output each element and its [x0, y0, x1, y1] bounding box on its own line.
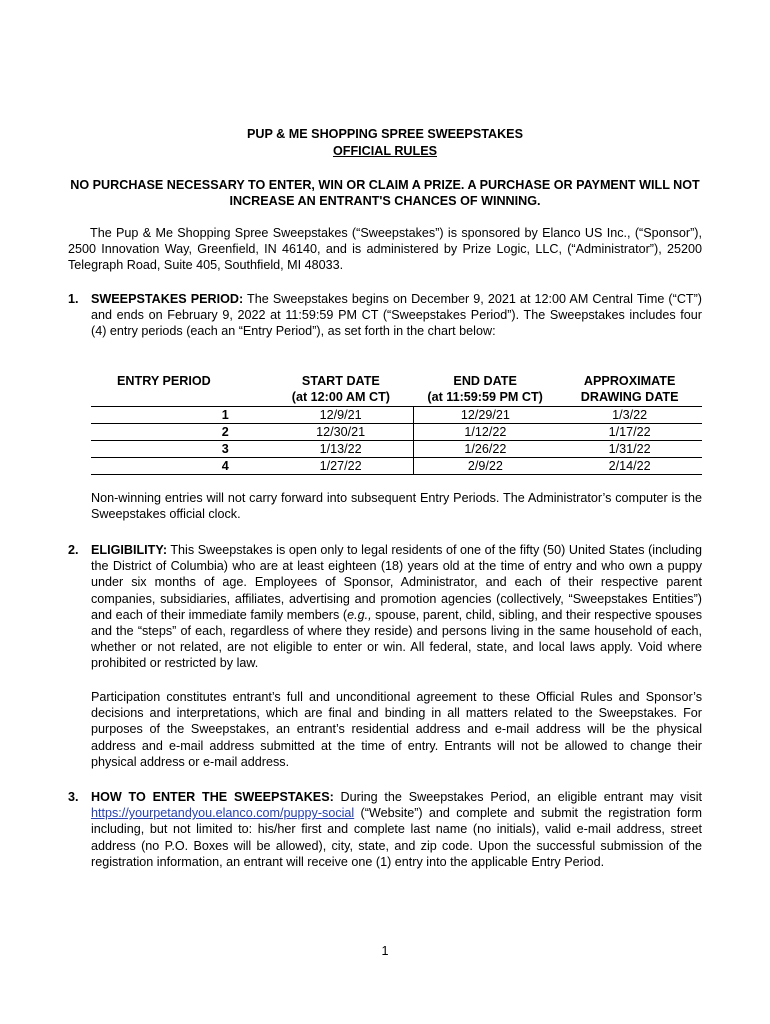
document-subtitle: OFFICIAL RULES — [332, 144, 437, 158]
no-purchase-notice: NO PURCHASE NECESSARY TO ENTER, WIN OR CLAIM A PRIZE. A PURCHASE OR PAYMENT WILL NOT INCREASE AN ENTRANT'S CHANCES OF WINNING. — [70, 178, 700, 209]
section-3-number: 3. — [68, 790, 79, 804]
section-2-number: 2. — [68, 543, 79, 557]
drawing-date-cell: 1/31/22 — [557, 441, 702, 458]
header-end-date: END DATE (at 11:59:59 PM CT) — [427, 374, 543, 404]
intro-paragraph: The Pup & Me Shopping Spree Sweepstakes (“Sweepstakes”) is sponsored by Elanco US Inc., (“Sponsor”), 2500 Innovation Way, Greenfield, IN 46140, and is administered by Prize Logic, LLC, (“Administrator”), 25200 Telegraph Road, Suite 405, Southfield, MI 48033. — [68, 226, 702, 273]
entry-period-cell: 2 — [91, 424, 269, 441]
table-row — [91, 441, 702, 458]
drawing-date-cell: 2/14/22 — [557, 458, 702, 475]
section-1-text: The Sweepstakes begins on December 9, 2021 at 12:00 AM Central Time (“CT”) and ends on February 9, 2022 at 11:59:59 PM CT (“Sweepstakes Period”). The Sweepstakes includes four (4) entry periods (each an “Entry Period”), as set forth in the chart below: — [91, 292, 702, 339]
header-start-date: START DATE (at 12:00 AM CT) — [291, 374, 390, 404]
section-2-text-a: This Sweepstakes is open only to legal residents of one of the fifty (50) United States (including the District of Columbia) who are at least eighteen (18) years old at the time of entry and who own a puppy under six months of age. Employees of Sponsor, Administrator, and each of their respective parent companies, subsidiaries, affiliates, advertising and promotion agencies (collectively, “Sweepstakes Entities”) and each of their immediate family members ( — [91, 543, 702, 622]
section-3-heading: HOW TO ENTER THE SWEEPSTAKES: — [91, 790, 334, 804]
end-date-cell: 12/29/21 — [413, 407, 557, 424]
section-2-text-b: spouse, parent, child, sibling, and their respective spouses and the “steps” of each, regardless of where they reside) and persons living in the same household of each, whether or not related, are not eligible to enter or win. All federal, state, and local laws apply. Void where prohibited or restricted by law. — [91, 607, 702, 671]
section-1-number: 1. — [68, 292, 79, 306]
entry-period-table — [91, 371, 702, 475]
participation-paragraph: Participation constitutes entrant’s full and unconditional agreement to these Official Rules and Sponsor’s decisions and interpretations, which are final and binding in all matters related to the Sweepstakes. For purposes of the Sweepstakes, an entrant’s residential address and e-mail address will be the physical address and e-mail address submitted at the time of entry. Entrants will not be allowed to change their physical address or e-mail address. — [91, 690, 702, 769]
section-3-paragraph — [91, 789, 702, 870]
end-date-cell: 1/12/22 — [413, 424, 557, 441]
start-date-cell: 1/13/22 — [269, 441, 413, 458]
entry-period-cell: 3 — [91, 441, 269, 458]
section-2-heading: ELIGIBILITY: — [91, 543, 168, 557]
page-number: 1 — [381, 944, 389, 958]
table-row — [91, 424, 702, 441]
website-link[interactable]: https://yourpetandyou.elanco.com/puppy-social — [91, 806, 355, 821]
section-1-after-table: Non-winning entries will not carry forward into subsequent Entry Periods. The Administrator’s computer is the Sweepstakes official clock. — [91, 491, 702, 522]
header-drawing-date: APPROXIMATE DRAWING DATE — [580, 374, 679, 404]
document-title: PUP & ME SHOPPING SPREE SWEEPSTAKES — [247, 127, 523, 141]
section-2-paragraph — [91, 542, 702, 672]
start-date-cell: 1/27/22 — [269, 458, 413, 475]
section-1-heading: SWEEPSTAKES PERIOD: — [91, 292, 244, 306]
section-3-text-a: During the Sweepstakes Period, an eligible entrant may visit — [333, 790, 702, 804]
drawing-date-cell: 1/17/22 — [557, 424, 702, 441]
end-date-cell: 2/9/22 — [413, 458, 557, 475]
start-date-cell: 12/30/21 — [269, 424, 413, 441]
entry-period-cell: 1 — [91, 407, 269, 424]
table-row — [91, 407, 702, 424]
start-date-cell: 12/9/21 — [269, 407, 413, 424]
drawing-date-cell: 1/3/22 — [557, 407, 702, 424]
table-row — [91, 458, 702, 475]
end-date-cell: 1/26/22 — [413, 441, 557, 458]
section-3-text-b: (“Website”) and complete and submit the registration form including, but not limited to: his/her first and complete last name (no initials), valid e-mail address, street address (no P.O. Boxes will be allowed), city, state, and zip code. Upon the successful submission of the registration information, an entrant will receive one (1) entry into the applicable Entry Period. — [91, 806, 702, 869]
section-1-paragraph — [91, 291, 702, 340]
section-2-eg: e.g., — [347, 607, 372, 622]
table-header-row — [91, 371, 702, 407]
entry-period-cell: 4 — [91, 458, 269, 475]
header-entry-period: ENTRY PERIOD — [117, 374, 211, 388]
